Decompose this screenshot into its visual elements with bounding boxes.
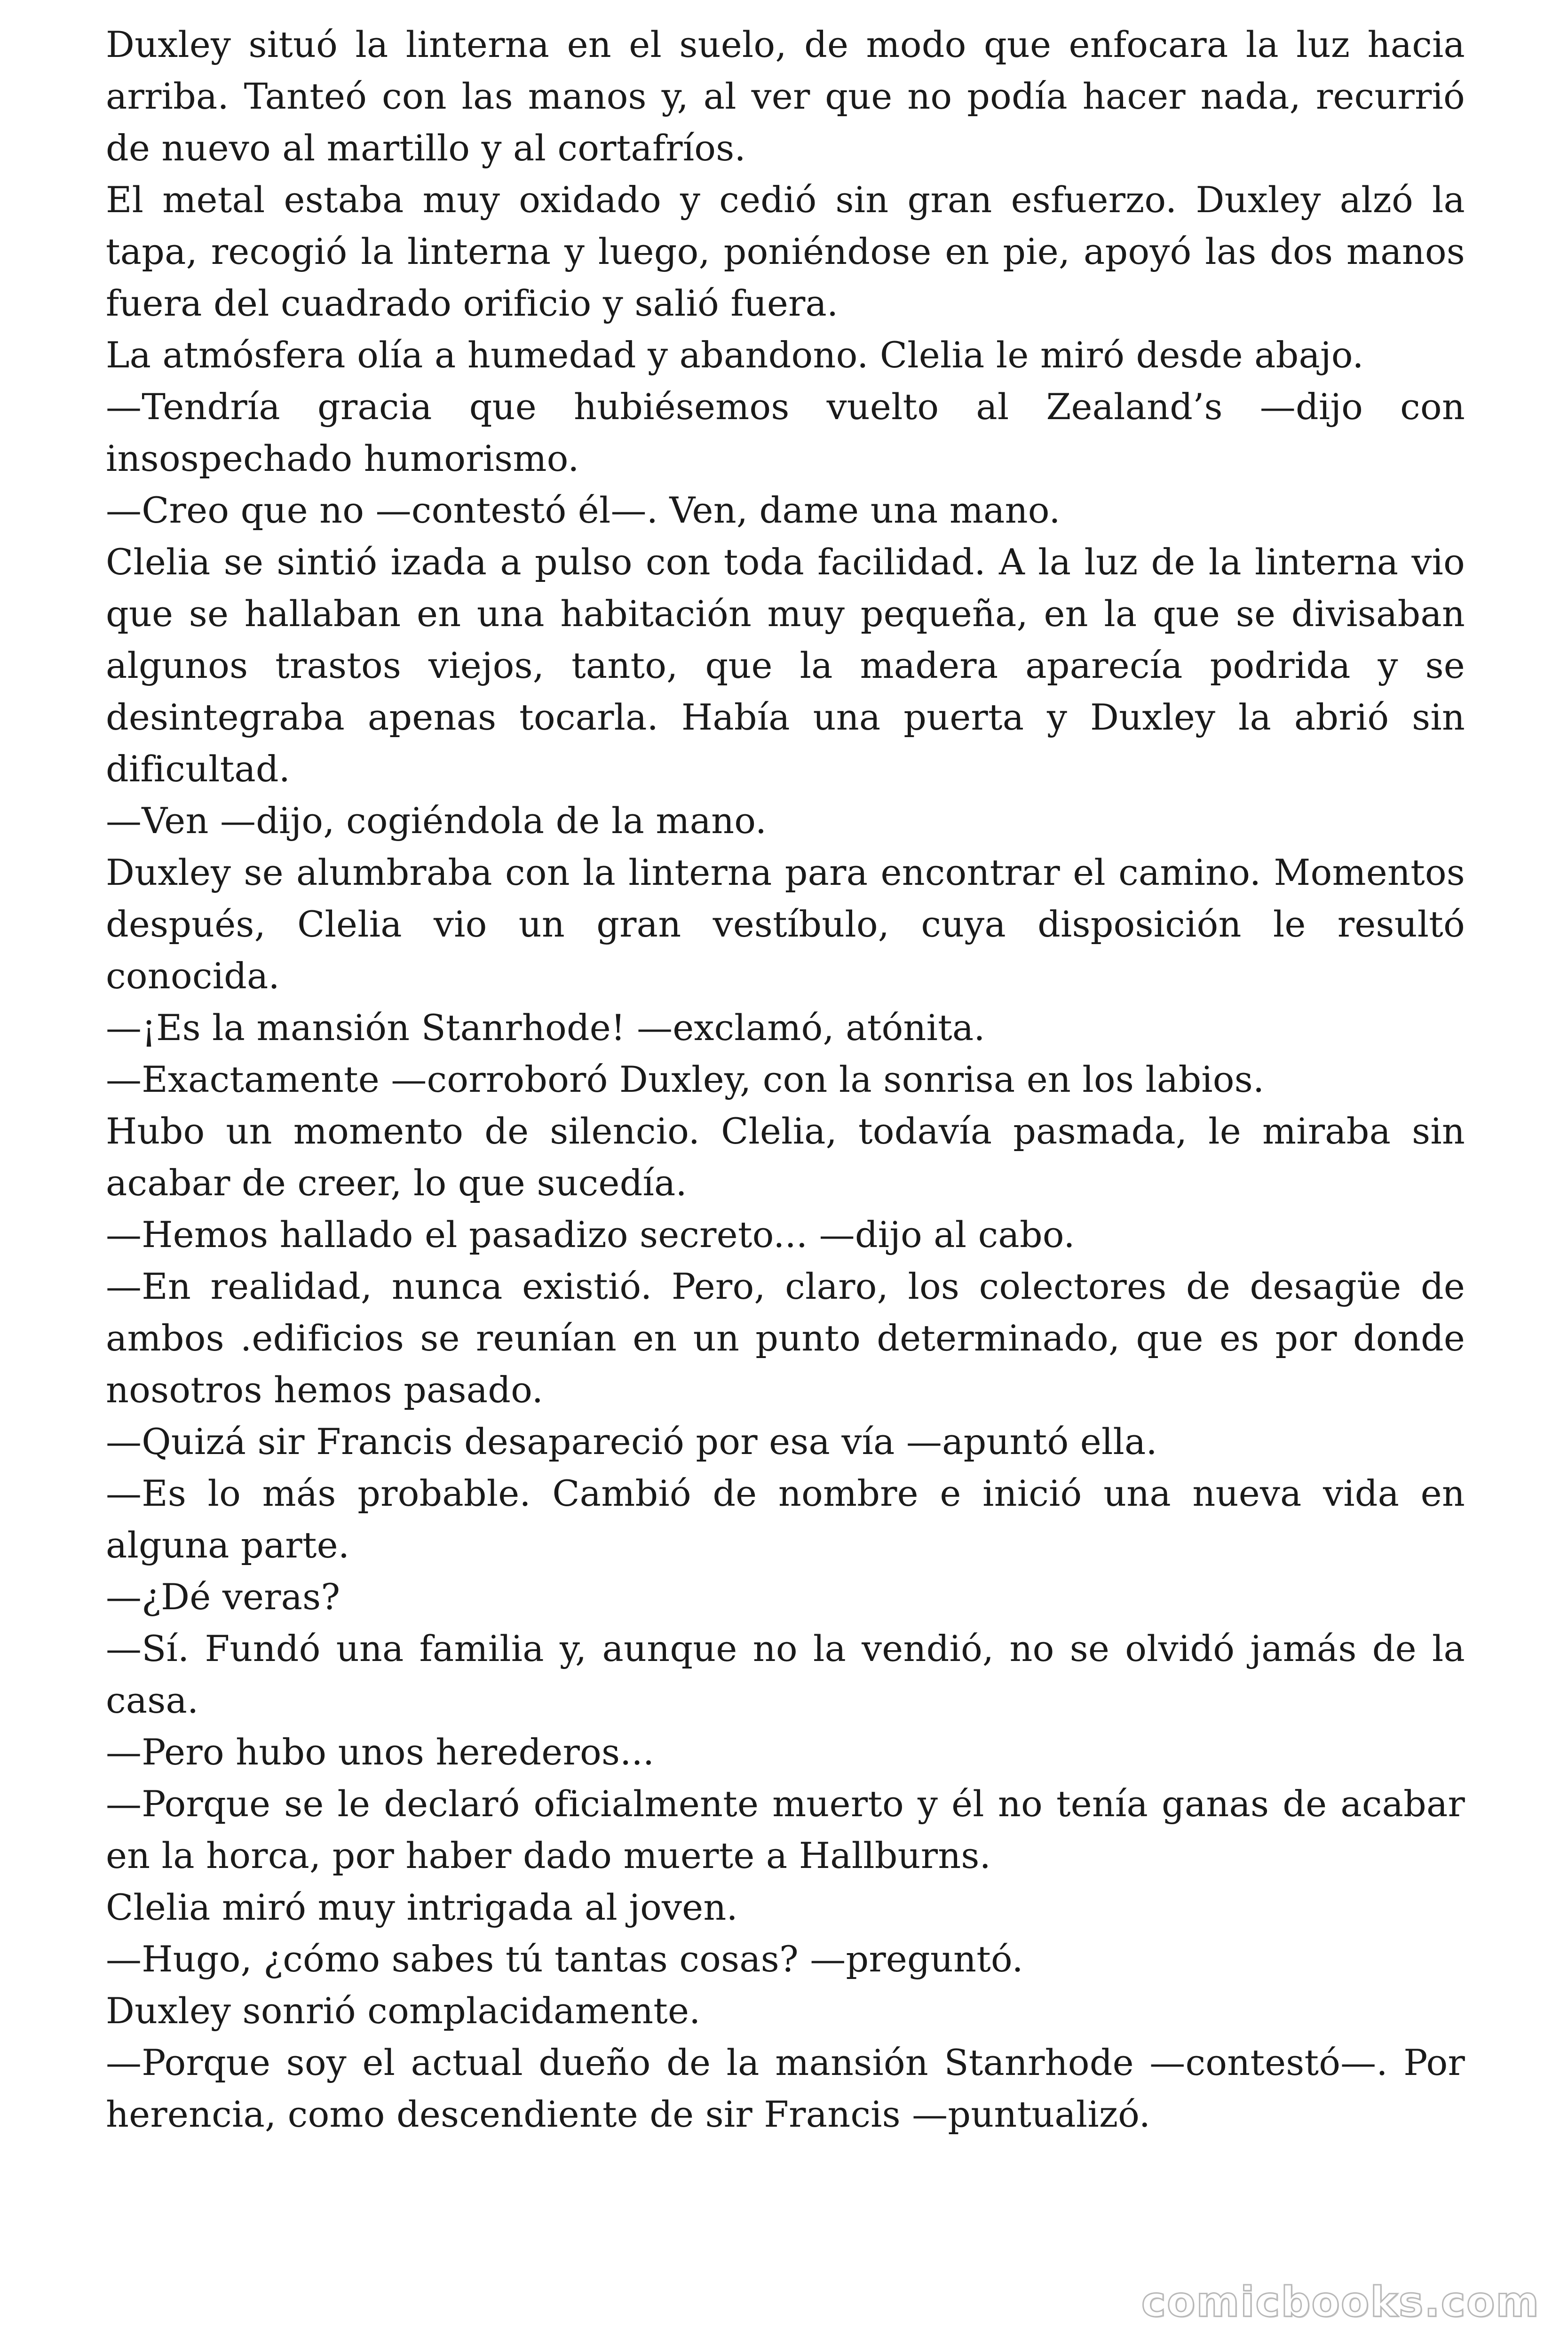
paragraph: La atmósfera olía a humedad y abandono. Clelia le miró desde abajo. [106, 334, 1364, 376]
paragraph: —Porque soy el actual dueño de la mansión Stanrhode —contestó—. Por herencia, como descendiente de sir Francis —puntualizó. [106, 2042, 1465, 2135]
paragraph: —¿Dé veras? [106, 1576, 341, 1618]
paragraph: Duxley sonrió complacidamente. [106, 1990, 701, 2032]
paragraph: —Porque se le declaró oficialmente muerto y él no tenía ganas de acabar en la horca, por haber dado muerte a Hallburns. [106, 1783, 1465, 1876]
watermark: comicbooks.com [1141, 2278, 1540, 2326]
paragraph: Clelia se sintió izada a pulso con toda facilidad. A la luz de la linterna vio que se hallaban en una habitación muy pequeña, en la que se divisaban algunos trastos viejos, tanto, que la madera aparecía podrida y se desintegraba apenas tocarla. Había una puerta y Duxley la abrió sin dificultad. [106, 541, 1465, 790]
paragraph: —Hugo, ¿cómo sabes tú tantas cosas? —preguntó. [106, 1938, 1023, 1980]
paragraph: —Pero hubo unos herederos... [106, 1731, 655, 1773]
paragraph: —Exactamente —corroboró Duxley, con la sonrisa en los labios. [106, 1058, 1265, 1100]
paragraph: —Tendría gracia que hubiésemos vuelto al Zealand’s —dijo con insospechado humorismo. [106, 386, 1465, 479]
paragraph: —En realidad, nunca existió. Pero, claro, los colectores de desagüe de ambos .edificios se reunían en un punto determinado, que es por donde nosotros hemos pasado. [106, 1265, 1465, 1411]
paragraph: —Creo que no —contestó él—. Ven, dame una mano. [106, 489, 1061, 531]
paragraph: —Quizá sir Francis desapareció por esa vía —apuntó ella. [106, 1421, 1157, 1462]
paragraph: —Hemos hallado el pasadizo secreto... —dijo al cabo. [106, 1214, 1075, 1255]
paragraph: —Ven —dijo, cogiéndola de la mano. [106, 800, 767, 842]
paragraph: —Es lo más probable. Cambió de nombre e inició una nueva vida en alguna parte. [106, 1472, 1465, 1566]
paragraph: Duxley situó la linterna en el suelo, de modo que enfocara la luz hacia arriba. Tanteó con las manos y, al ver que no podía hacer nada, recurrió de nuevo al martillo y al cortafríos. [106, 24, 1465, 169]
paragraph: —Sí. Fundó una familia y, aunque no la vendió, no se olvidó jamás de la casa. [106, 1628, 1465, 1721]
paragraph: —¡Es la mansión Stanrhode! —exclamó, atónita. [106, 1007, 985, 1049]
page-text [106, 19, 1465, 2140]
paragraph: Hubo un momento de silencio. Clelia, todavía pasmada, le miraba sin acabar de creer, lo que sucedía. [106, 1110, 1465, 1204]
paragraph: Duxley se alumbraba con la linterna para encontrar el camino. Momentos después, Clelia vio un gran vestíbulo, cuya disposición le resultó conocida. [106, 851, 1465, 997]
paragraph: Clelia miró muy intrigada al joven. [106, 1886, 738, 1928]
paragraph: El metal estaba muy oxidado y cedió sin gran esfuerzo. Duxley alzó la tapa, recogió la linterna y luego, poniéndose en pie, apoyó las dos manos fuera del cuadrado orificio y salió fuera. [106, 179, 1465, 324]
